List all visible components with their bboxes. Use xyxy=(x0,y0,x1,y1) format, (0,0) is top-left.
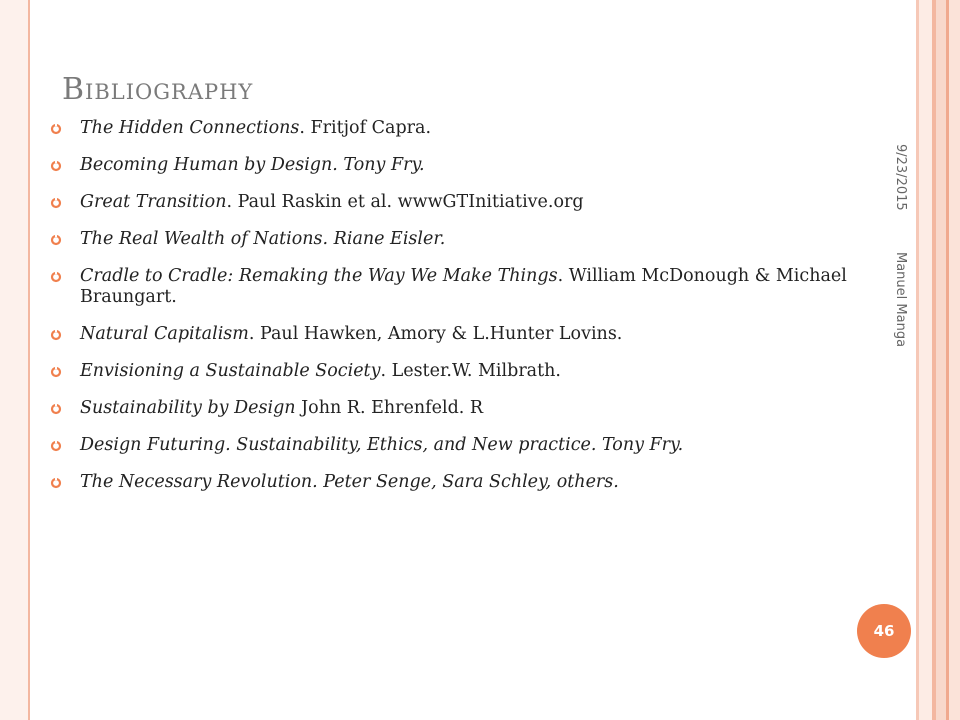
bullet-icon xyxy=(50,271,62,283)
item-title: Becoming Human by Design. Tony Fry. xyxy=(80,155,425,175)
list-item xyxy=(50,472,860,493)
page-number-badge: 46 xyxy=(857,604,911,658)
list-item xyxy=(50,266,860,308)
slide-date: 9/23/2015 xyxy=(893,144,908,211)
bibliography-list xyxy=(50,118,860,509)
item-details: John R. Ehrenfeld. R xyxy=(295,398,484,418)
slide-author: Manuel Manga xyxy=(893,252,908,348)
item-details: . Lester.W. Milbrath. xyxy=(380,361,561,381)
list-item xyxy=(50,229,860,250)
slide-title: Bibliography xyxy=(62,72,254,107)
list-item xyxy=(50,118,860,139)
list-item xyxy=(50,324,860,345)
item-title: Design Futuring. Sustainability, Ethics, and New practice. Tony Fry. xyxy=(80,435,684,455)
item-title: The Necessary Revolution. Peter Senge, Sara Schley, others. xyxy=(80,472,619,492)
bullet-icon xyxy=(50,234,62,246)
bullet-icon xyxy=(50,403,62,415)
list-item xyxy=(50,435,860,456)
item-title: Great Transition xyxy=(80,192,227,212)
list-item xyxy=(50,361,860,382)
bullet-icon xyxy=(50,440,62,452)
right-stripe-2 xyxy=(919,0,932,720)
list-item xyxy=(50,398,860,419)
right-stripe-6 xyxy=(949,0,960,720)
item-title: Natural Capitalism xyxy=(80,324,249,344)
item-title: Cradle to Cradle: Remaking the Way We Make Things xyxy=(80,266,558,286)
bullet-icon xyxy=(50,366,62,378)
left-border-strip xyxy=(0,0,28,720)
bullet-icon xyxy=(50,160,62,172)
item-details: . Fritjof Capra. xyxy=(299,118,432,138)
item-title: Envisioning a Sustainable Society xyxy=(80,361,381,381)
item-details: . Paul Raskin et al. wwwGTInitiative.org xyxy=(226,192,584,212)
right-stripe-4 xyxy=(936,0,946,720)
bullet-icon xyxy=(50,123,62,135)
bullet-icon xyxy=(50,329,62,341)
item-title: The Hidden Connections xyxy=(80,118,300,138)
left-border-line xyxy=(28,0,30,720)
bullet-icon xyxy=(50,477,62,489)
list-item xyxy=(50,155,860,176)
item-title: Sustainability by Design xyxy=(80,398,296,418)
bullet-icon xyxy=(50,197,62,209)
item-details: . William McDonough & Michael Braungart. xyxy=(80,266,847,307)
item-details: . Paul Hawken, Amory & L.Hunter Lovins. xyxy=(248,324,623,344)
list-item xyxy=(50,192,860,213)
item-title: The Real Wealth of Nations. Riane Eisler. xyxy=(80,229,446,249)
